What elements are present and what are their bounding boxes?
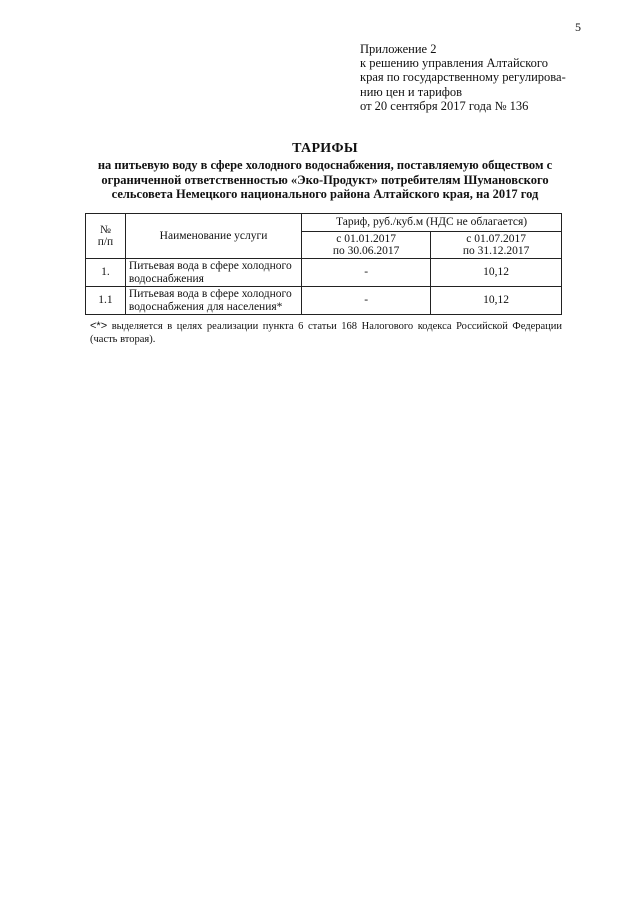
table-row bbox=[86, 259, 562, 287]
header-num-line-1: № bbox=[99, 223, 111, 236]
period-2-line-1: с 01.07.2017 bbox=[466, 232, 526, 245]
header-tariff: Тариф, руб./куб.м (НДС не облагается) bbox=[302, 214, 562, 232]
title-sub-line-3: сельсовета Немецкого национального района Алтайского края, на 2017 год bbox=[111, 187, 539, 202]
table-row bbox=[86, 287, 562, 315]
appendix-line-2: к решению управления Алтайского bbox=[360, 56, 548, 71]
row-name-line-1: Питьевая вода в сфере холодного bbox=[128, 288, 292, 300]
document-title bbox=[80, 140, 570, 202]
tariff-table bbox=[85, 213, 562, 315]
period-1-line-1: с 01.01.2017 bbox=[336, 232, 397, 245]
row-tariff-period-1: - bbox=[302, 287, 431, 315]
row-tariff-period-1: - bbox=[302, 259, 431, 287]
row-num: 1.1 bbox=[86, 287, 126, 315]
row-name-line-2: водоснабжения bbox=[128, 272, 204, 285]
title-sub-line-1: на питьевую воду в сфере холодного водоснабжения, поставляемую обществом с bbox=[97, 158, 553, 172]
table-header-row bbox=[86, 214, 562, 232]
period-2-line-2: по 31.12.2017 bbox=[462, 245, 530, 257]
header-num-line-2: п/п bbox=[97, 236, 114, 248]
appendix-line-3: края по государственному регулирова- bbox=[360, 70, 566, 85]
header-period-1 bbox=[302, 232, 431, 259]
footnote bbox=[90, 320, 562, 346]
footnote-text: выделяется в целях реализации пункта 6 статьи 168 Налогового кодекса Российской Федерации (часть вторая). bbox=[90, 321, 562, 345]
row-tariff-period-2: 10,12 bbox=[431, 259, 562, 287]
row-service-name bbox=[125, 287, 301, 315]
appendix-header bbox=[360, 42, 610, 113]
row-name-line-1: Питьевая вода в сфере холодного bbox=[128, 260, 292, 272]
footnote-mark: <*> bbox=[90, 320, 108, 332]
header-num bbox=[86, 214, 126, 259]
title-sub-line-2: ограниченной ответственностью «Эко-Продукт» потребителям Шумановского bbox=[101, 172, 549, 187]
appendix-line-1: Приложение 2 bbox=[360, 42, 437, 56]
header-period-2 bbox=[431, 232, 562, 259]
row-name-line-2: водоснабжения для населения* bbox=[128, 300, 283, 313]
appendix-line-5: от 20 сентября 2017 года № 136 bbox=[360, 98, 529, 113]
row-num: 1. bbox=[86, 259, 126, 287]
title-main: ТАРИФЫ bbox=[292, 141, 358, 156]
title-subtitle bbox=[80, 158, 570, 202]
row-service-name bbox=[125, 259, 301, 287]
period-1-line-2: по 30.06.2017 bbox=[332, 245, 400, 257]
header-service: Наименование услуги bbox=[125, 214, 301, 259]
page-number: 5 bbox=[575, 20, 581, 34]
row-tariff-period-2: 10,12 bbox=[431, 287, 562, 315]
appendix-line-4: нию цен и тарифов bbox=[360, 84, 463, 99]
